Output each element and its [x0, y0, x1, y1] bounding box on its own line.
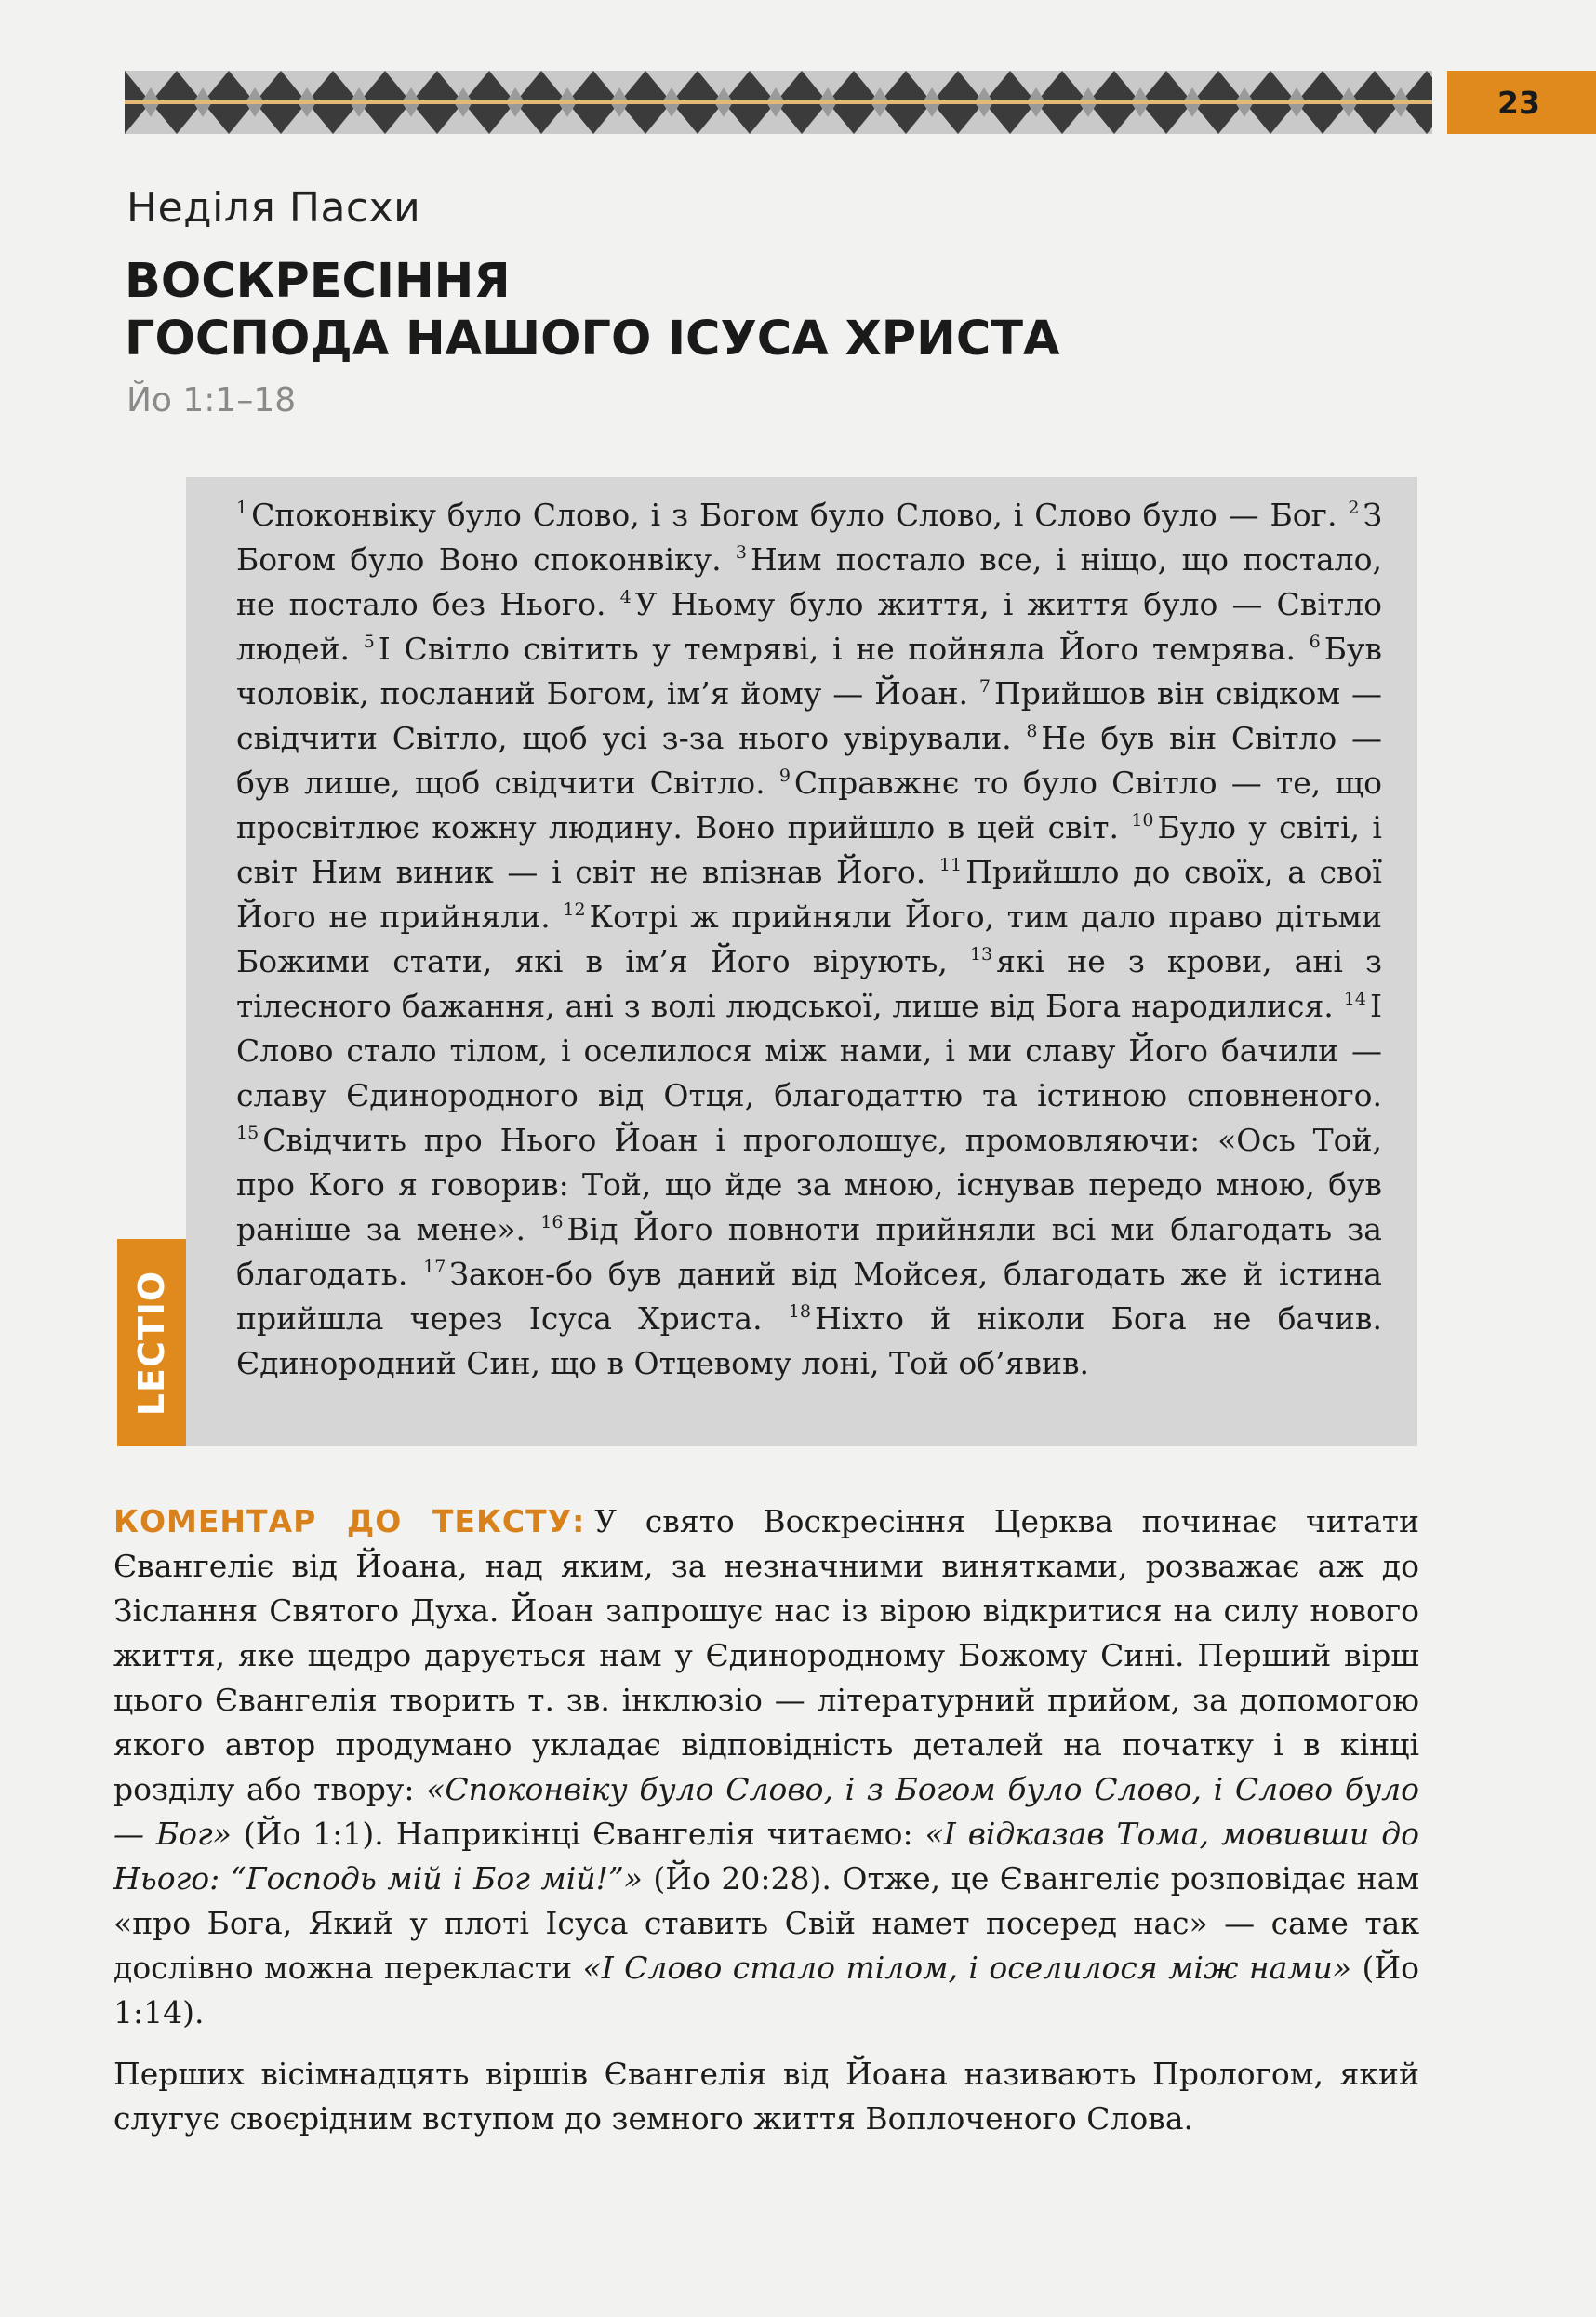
- commentary-text-c: (Йо 20:28). Отже, це Євангеліє розповідає нам «про Бога, Який у плоті Ісуса ставить Свій намет посеред нас» — саме так дослівно можна перекласти: [113, 1860, 1419, 1986]
- commentary-paragraph-2: Перших вісімнадцять віршів Євангелія від Йоана називають Прологом, який слугує своєрідним вступом до земного життя Воплоченого Слова.: [113, 2056, 1419, 2137]
- verse-text: Свідчить про Нього Йоан і проголошує, промовляючи: «Ось Той, про Кого я говорив: Той, що йде за мною, існував передо мною, був раніше за мене».: [236, 1122, 1382, 1247]
- verse-number: 6: [1309, 632, 1321, 652]
- verse-text: У Ньому було життя, і життя було — Світло людей.: [236, 586, 1383, 667]
- section-occasion: Неділя Пасхи: [126, 184, 421, 232]
- verse-number: 3: [735, 542, 748, 563]
- lectio-tab-label: LECTIO: [131, 1270, 172, 1416]
- verse-text: Ніхто й ніколи Бога не бачив. Єдинородний Син, що в Отцевому лоні, Той об’явив.: [236, 1300, 1382, 1381]
- verse-number: 16: [540, 1212, 564, 1232]
- commentary-label: КОМЕНТАР ДО ТЕКСТУ:: [113, 1503, 586, 1539]
- commentary-paragraph-1: [113, 1499, 1419, 2035]
- verse: [364, 631, 1296, 667]
- commentary-text-b: (Йо 1:1). Наприкінці Євангелія читаємо:: [243, 1816, 913, 1852]
- verse-text: Прийшов він свідком — свідчити Світло, щоб усі з-за нього увірували.: [236, 675, 1382, 756]
- section-title: [125, 253, 1334, 368]
- commentary-text-a: У свято Воскресіння Церква починає читати Євангеліє від Йоана, над яким, за незначними винятками, розважає аж до Зіслання Святого Духа. Йоан запрошує нас із вірою відкритися на силу нового життя, яке щедро дарується нам у Єдинородному Божому Сині. Перший вірш цього Євангелія творить т. зв. інклюзіо — літературний прийом, за допомогою якого автор продумано укладає відповідність деталей на початку і в кінці розділу або твору:: [113, 1503, 1419, 1807]
- verse-number: 14: [1343, 989, 1366, 1009]
- ornamental-band: [125, 71, 1432, 134]
- commentary: [113, 1499, 1419, 2158]
- verse-text: Споконвіку було Слово, і з Богом було Слово, і Слово було — Бог.: [251, 497, 1337, 533]
- verse-number: 9: [778, 766, 791, 786]
- verse-number: 4: [619, 587, 632, 607]
- verse-number: 2: [1348, 498, 1360, 518]
- verse-text: Прийшло до своїх, а свої Його не прийняли.: [236, 854, 1382, 935]
- verse-number: 1: [236, 498, 248, 518]
- verse-text: Закон-бо був даний від Мойсея, благодать же й істина прийшла через Ісуса Христа.: [236, 1256, 1382, 1337]
- page-number: 23: [1447, 71, 1596, 134]
- verse-text: І Слово стало тілом, і оселилося між нами, і ми славу Його бачили — славу Єдинородного від Отця, благодаттю та істиною сповненого.: [236, 988, 1382, 1113]
- commentary-text-d: (Йо 1:14).: [113, 1950, 1420, 2031]
- verse-number: 7: [978, 676, 991, 697]
- verse-number: 8: [1026, 721, 1038, 741]
- verse-number: 17: [423, 1257, 446, 1277]
- verse-text: Ним постало все, і ніщо, що постало, не постало без Нього.: [236, 541, 1382, 622]
- commentary-quote-2: «І відказав Тома, мовивши до Нього: “Господь мій і Бог мій!”»: [113, 1816, 1420, 1897]
- verse-text: Від Його повноти прийняли всі ми благодать за благодать.: [236, 1211, 1382, 1292]
- verse-text: Справжнє то було Світло — те, що просвітлює кожну людину. Воно прийшло в цей світ.: [236, 765, 1382, 846]
- commentary-quote-3: «І Слово стало тілом, і оселилося між нами»: [582, 1950, 1352, 1986]
- verse: [236, 497, 1337, 533]
- verse-number: 13: [969, 944, 993, 965]
- lectio-text: [236, 493, 1382, 1386]
- verse-text: З Богом було Воно споконвіку.: [236, 497, 1382, 578]
- verse-number: 18: [788, 1301, 811, 1322]
- verse-number: 11: [938, 855, 963, 875]
- verse-text: Не був він Світло — був лише, щоб свідчити Світло.: [236, 720, 1382, 801]
- scripture-reference: Йо 1:1–18: [126, 381, 297, 419]
- verse-text: Котрі ж прийняли Його, тим дало право дітьми Божими стати, які в ім’я Його вірують,: [236, 899, 1382, 979]
- verse-number: 15: [236, 1123, 259, 1143]
- verse-text: Був чоловік, посланий Богом, ім’я йому — Йоан.: [236, 631, 1382, 712]
- verse-text: Було у світі, і світ Ним виник — і світ не впізнав Його.: [236, 809, 1382, 890]
- title-line-2: ГОСПОДА НАШОГО ІСУСА ХРИСТА: [125, 312, 1060, 366]
- title-line-1: ВОСКРЕСІННЯ: [125, 254, 511, 309]
- verse-number: 12: [563, 899, 586, 920]
- verse-text: І Світло світить у темряві, і не пойняла Його темрява.: [378, 631, 1296, 667]
- verse-text: які не з крови, ані з тілесного бажання, ані з волі людської, лише від Бога народилися.: [236, 943, 1382, 1024]
- verse-number: 10: [1131, 810, 1154, 831]
- verse-number: 5: [363, 632, 375, 652]
- lectio-tab: [117, 1239, 186, 1446]
- ornament-pattern: [125, 71, 1432, 134]
- commentary-quote-1: «Споконвіку було Слово, і з Богом було Слово, і Слово було — Бог»: [113, 1771, 1419, 1852]
